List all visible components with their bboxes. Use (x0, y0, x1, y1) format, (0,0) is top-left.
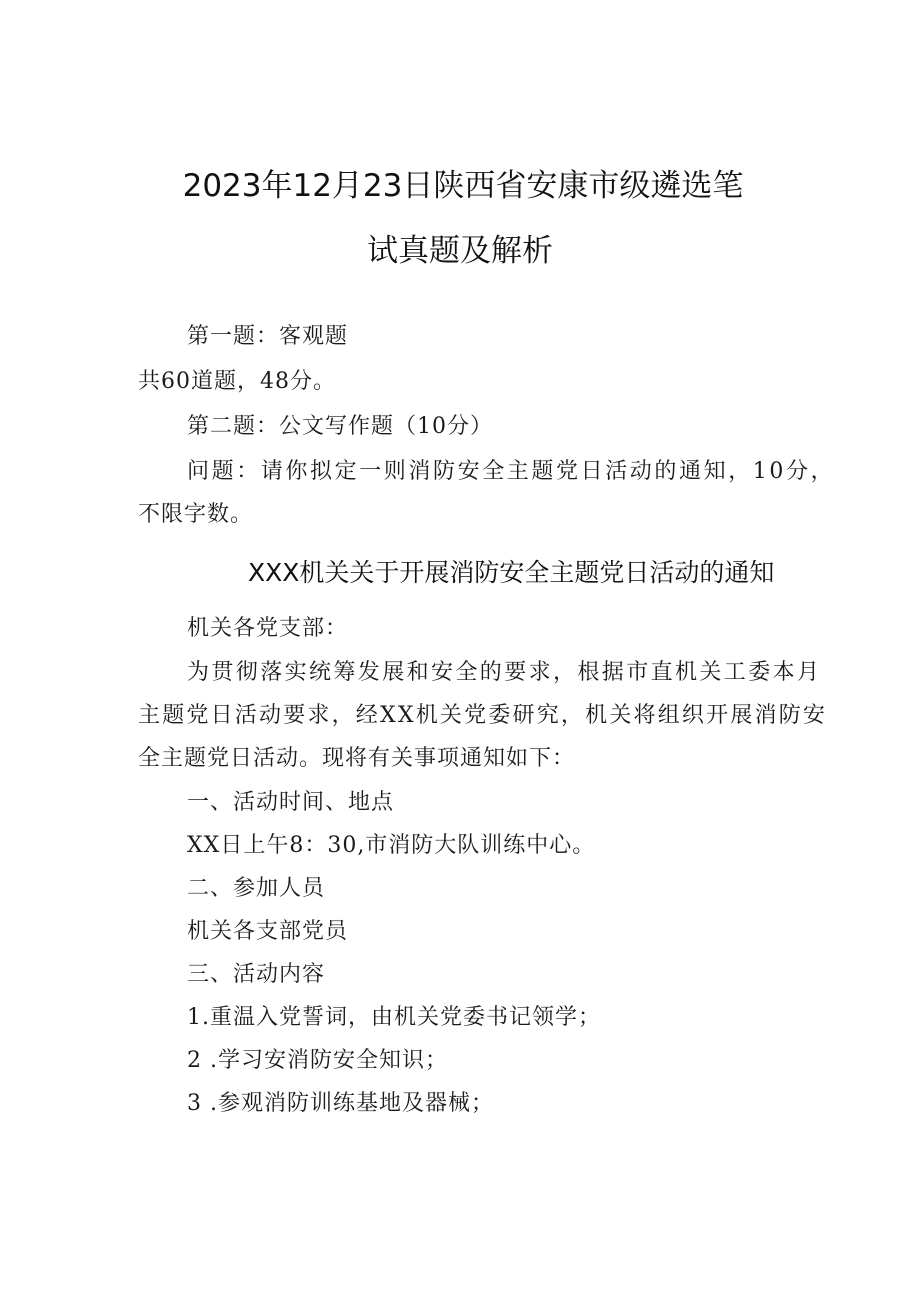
notice-item-3-list-item-1: 1.重温入党誓词，由机关党委书记领学； (187, 1005, 601, 1030)
notice-item-2-heading: 二、参加人员 (187, 876, 326, 901)
notice-item-1-content: XX日上午8：30,市消防大队训练中心。 (187, 833, 596, 858)
section-1-detail: 共60道题，48分。 (138, 369, 336, 394)
notice-title: XXX机关关于开展消防安全主题党日活动的通知 (248, 558, 775, 587)
notice-item-3-heading: 三、活动内容 (187, 962, 326, 987)
section-2-question-line-2: 不限字数。 (138, 502, 254, 527)
notice-intro-line-2: 主题党日活动要求，经XX机关党委研究，机关将组织开展消防安 (138, 703, 828, 728)
notice-item-2-content: 机关各支部党员 (187, 919, 349, 944)
notice-intro-line-3: 全主题党日活动。现将有关事项通知如下： (138, 746, 576, 771)
notice-item-1-heading: 一、活动时间、地点 (187, 790, 395, 815)
section-2-heading: 第二题：公文写作题（10分） (187, 414, 493, 439)
notice-salutation: 机关各党支部： (187, 616, 349, 641)
notice-intro-line-1: 为贯彻落实统筹发展和安全的要求，根据市直机关工委本月 (187, 660, 822, 685)
notice-item-3-list-item-3: 3 .参观消防训练基地及器械； (187, 1091, 494, 1116)
document-title-line-1: 2023年12月23日陕西省安康市级遴选笔 (182, 168, 744, 204)
section-1-heading: 第一题：客观题 (187, 324, 349, 349)
document-title-line-2: 试真题及解析 (367, 233, 553, 269)
section-2-question-line-1: 问题：请你拟定一则消防安全主题党日活动的通知，10分， (187, 459, 836, 484)
notice-item-3-list-item-2: 2 .学习安消防安全知识； (187, 1048, 448, 1073)
